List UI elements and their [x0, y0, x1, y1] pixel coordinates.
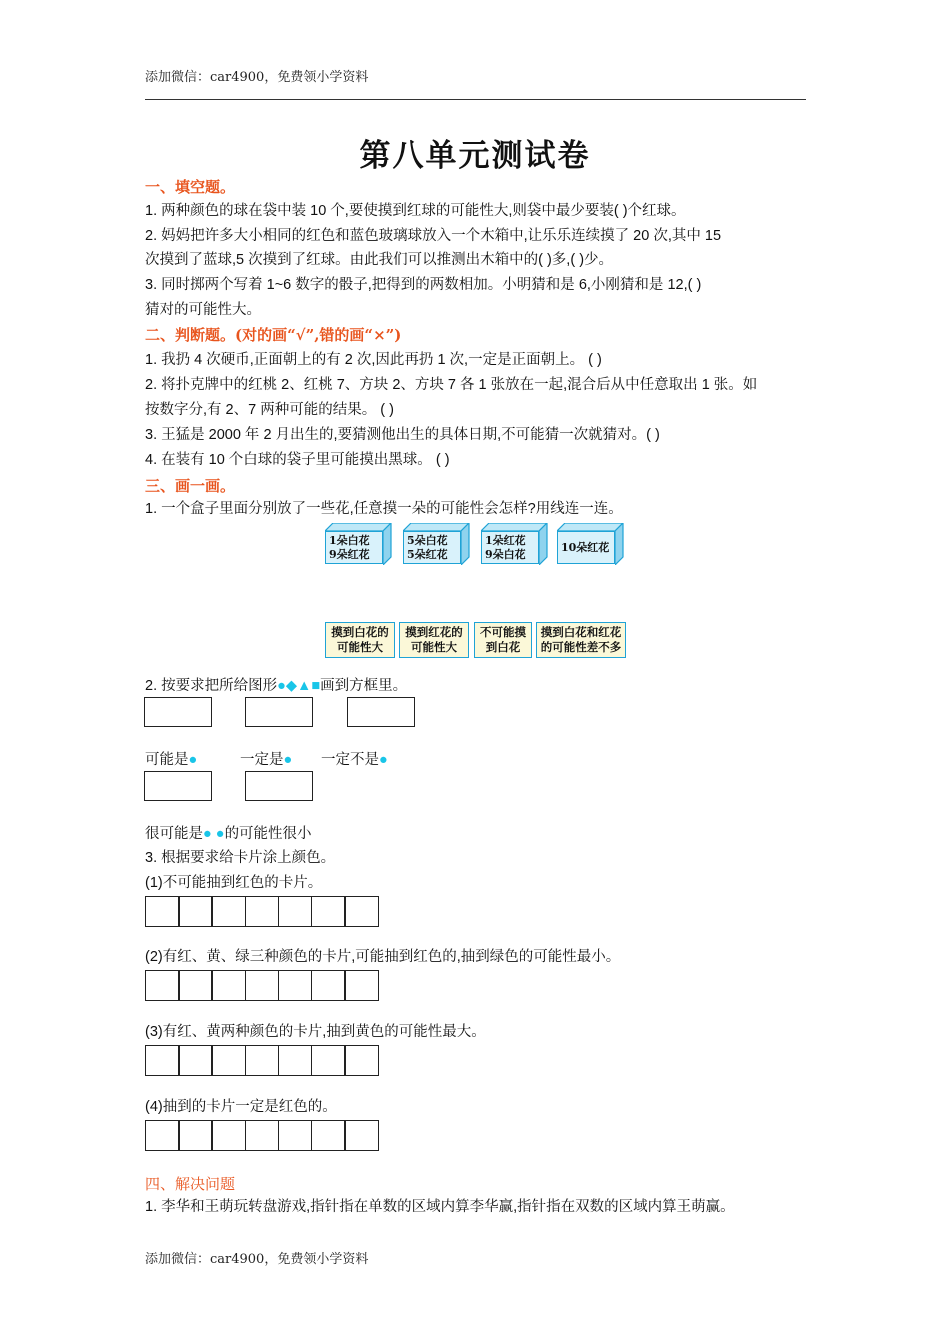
section-heading-judge: 二、判断题。(对的画“√”,错的画“×”): [145, 326, 402, 344]
condition-likely: 很可能是● ●的可能性很小: [145, 826, 312, 842]
probability-label-4[interactable]: 摸到白花和红花 的可能性差不多: [536, 622, 626, 658]
card-cell[interactable]: [344, 1120, 379, 1151]
drawing-box[interactable]: [347, 697, 415, 727]
section-heading-solve: 四、解决问题: [145, 1175, 236, 1193]
card-row-2: [145, 970, 377, 1001]
shapes-icon: ●◆▲■: [277, 678, 321, 694]
condition-certain: 一定是●: [240, 752, 293, 768]
card-cell[interactable]: [211, 1120, 246, 1151]
drawing-box[interactable]: [144, 771, 212, 801]
header-rule: [145, 99, 806, 100]
card-cell[interactable]: [245, 970, 280, 1001]
fill-question-3: 3. 同时掷两个写着 1~6 数字的骰子,把得到的两数相加。小明猜和是 6,小刚猜和是 12,( ): [145, 277, 702, 293]
card-row-1: [145, 896, 377, 927]
card-cell[interactable]: [278, 1120, 313, 1151]
card-cell[interactable]: [178, 896, 213, 927]
card-cell[interactable]: [344, 1045, 379, 1076]
box-side: [383, 523, 393, 565]
section-heading-fill: 一、填空题。: [145, 178, 236, 196]
card-prompt-2: (2)有红、黄、绿三种颜色的卡片,可能抽到红色的,抽到绿色的可能性最小。: [145, 949, 621, 965]
draw-question-3: 3. 根据要求给卡片涂上颜色。: [145, 850, 336, 866]
card-cell[interactable]: [245, 896, 280, 927]
drawing-box[interactable]: [245, 771, 313, 801]
card-cell[interactable]: [145, 970, 180, 1001]
page-title: 第八单元测试卷: [359, 138, 591, 174]
judge-question-2-cont: 按数字分,有 2、7 两种可能的结果。 ( ): [145, 402, 394, 418]
card-prompt-1: (1)不可能抽到红色的卡片。: [145, 875, 323, 891]
card-row-3: [145, 1045, 377, 1076]
page-header: 添加微信：car4900，免费领小学资料: [145, 70, 369, 85]
section-heading-draw: 三、画一画。: [145, 477, 236, 495]
card-cell[interactable]: [311, 1045, 346, 1076]
draw-question-1: 1. 一个盒子里面分别放了一些花,任意摸一朵的可能性会怎样?用线连一连。: [145, 501, 623, 517]
condition-impossible: 一定不是●: [321, 752, 388, 768]
box-side: [615, 523, 625, 565]
fill-question-1: 1. 两种颜色的球在袋中装 10 个,要使摸到红球的可能性大,则袋中最少要装( )个红球。: [145, 203, 686, 219]
judge-question-1: 1. 我扔 4 次硬币,正面朝上的有 2 次,因此再扔 1 次,一定是正面朝上。 ( ): [145, 352, 602, 368]
judge-question-2: 2. 将扑克牌中的红桃 2、红桃 7、方块 2、方块 7 各 1 张放在一起,混合后从中任意取出 1 张。如: [145, 377, 758, 393]
box-side: [539, 523, 549, 565]
box-top: [403, 523, 469, 531]
draw-question-2: 2. 按要求把所给图形●◆▲■画到方框里。: [145, 678, 408, 694]
card-prompt-4: (4)抽到的卡片一定是红色的。: [145, 1099, 337, 1115]
card-prompt-3: (3)有红、黄两种颜色的卡片,抽到黄色的可能性最大。: [145, 1024, 486, 1040]
judge-question-4: 4. 在装有 10 个白球的袋子里可能摸出黑球。 ( ): [145, 452, 450, 468]
card-cell[interactable]: [278, 970, 313, 1001]
flower-box-label: 5朵白花 5朵红花: [403, 531, 461, 564]
drawing-box[interactable]: [144, 697, 212, 727]
card-cell[interactable]: [344, 896, 379, 927]
card-cell[interactable]: [145, 896, 180, 927]
card-cell[interactable]: [211, 1045, 246, 1076]
card-cell[interactable]: [278, 896, 313, 927]
flower-box-label: 1朵红花 9朵白花: [481, 531, 539, 564]
drawing-box[interactable]: [245, 697, 313, 727]
box-top: [481, 523, 547, 531]
card-cell[interactable]: [178, 970, 213, 1001]
solve-question-1: 1. 李华和王萌玩转盘游戏,指针指在单数的区域内算李华赢,指针指在双数的区域内算王萌赢。: [145, 1199, 735, 1215]
probability-label-3[interactable]: 不可能摸 到白花: [474, 622, 532, 658]
condition-possible: 可能是●: [145, 752, 198, 768]
fill-question-3-cont: 猜对的可能性大。: [145, 302, 261, 318]
card-cell[interactable]: [178, 1120, 213, 1151]
card-cell[interactable]: [178, 1045, 213, 1076]
flower-box-label: 10朵红花: [557, 531, 615, 564]
flower-box-label: 1朵白花 9朵红花: [325, 531, 383, 564]
fill-question-2: 2. 妈妈把许多大小相同的红色和蓝色玻璃球放入一个木箱中,让乐乐连续摸了 20 次,其中 15: [145, 228, 722, 244]
judge-question-3: 3. 王猛是 2000 年 2 月出生的,要猜测他出生的具体日期,不可能猜一次就猜对。( ): [145, 427, 660, 443]
card-cell[interactable]: [245, 1120, 280, 1151]
card-cell[interactable]: [311, 970, 346, 1001]
box-side: [461, 523, 471, 565]
card-cell[interactable]: [211, 970, 246, 1001]
card-cell[interactable]: [344, 970, 379, 1001]
page-footer: 添加微信：car4900，免费领小学资料: [145, 1252, 369, 1267]
card-cell[interactable]: [311, 896, 346, 927]
card-cell[interactable]: [211, 896, 246, 927]
card-row-4: [145, 1120, 377, 1151]
card-cell[interactable]: [145, 1045, 180, 1076]
card-cell[interactable]: [311, 1120, 346, 1151]
probability-label-1[interactable]: 摸到白花的 可能性大: [325, 622, 395, 658]
fill-question-2-cont: 次摸到了蓝球,5 次摸到了红球。由此我们可以推测出木箱中的( )多,( )少。: [145, 252, 614, 268]
box-top: [557, 523, 623, 531]
probability-label-2[interactable]: 摸到红花的 可能性大: [399, 622, 469, 658]
card-cell[interactable]: [245, 1045, 280, 1076]
card-cell[interactable]: [145, 1120, 180, 1151]
box-top: [325, 523, 391, 531]
card-cell[interactable]: [278, 1045, 313, 1076]
